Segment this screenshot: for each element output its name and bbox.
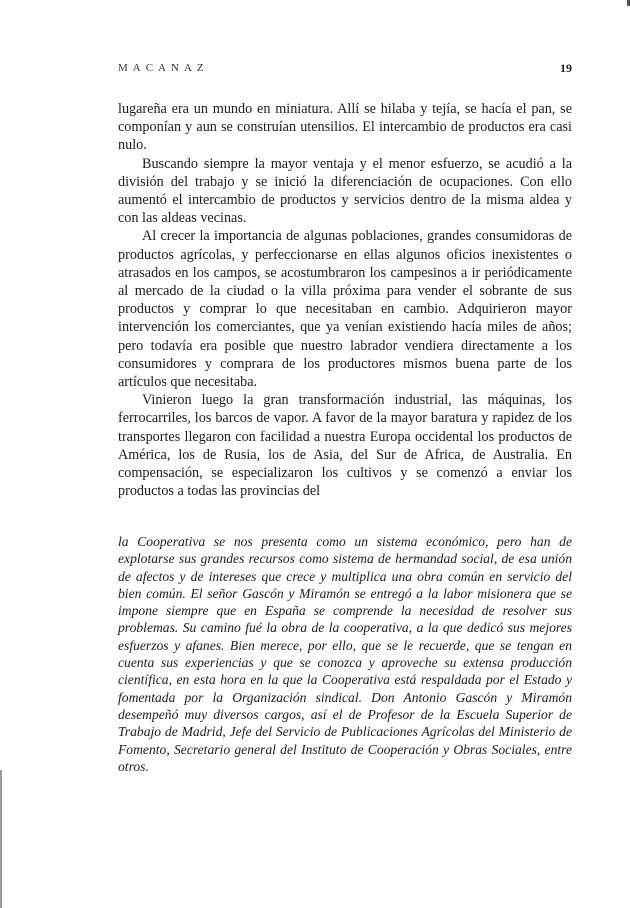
page-header (118, 62, 572, 80)
main-text (118, 100, 572, 500)
paragraph-3: Al crecer la importancia de algunas poblaciones, grandes consumidoras de productos agrícolas, y perfeccionarse en ellas algunos oficios inexistentes o atrasados en los campos, se acostumbraron los campesinos a ir periódicamente al mercado de la ciudad o la villa próxima para vender el sobrante de sus productos y comprar lo que necesitaban en cambio. Adquirieron mayor intervención los comerciantes, que ya venían existiendo hacía miles de años; pero todavía era posible que nuestro labrador vendiera directamente a los consumidores y comprara de los productores mismos buena parte de los artículos que necesitaba. (118, 228, 572, 391)
page-number: 19 (560, 61, 572, 75)
footnote-text: la Cooperativa se nos presenta como un sistema económico, pero han de explotarse sus grandes recursos como sistema de hermandad social, de esa unión de afectos y de intereses que crece y multiplica una obra común en servicio del bien común. El señor Gascón y Miramón se entregó a la labor misionera que se impone siempre que en España se comprende la necesidad de resolver sus problemas. Su camino fué la obra de la cooperativa, a la que dedicó sus mejores esfuerzos y afanes. Bien merece, por ello, que se le recuerde, que se tengan en cuenta sus experiencias y que se conozca y aproveche su extensa producción científica, en esta hora en la que la Cooperativa está respaldada por el Estado y fomentada por la Organización sindical. Don Antonio Gascón y Miramón desempeñó muy diversos cargos, así el de Profesor de la Escuela Superior de Trabajo de Madrid, Jefe del Servicio de Publicaciones Agrícolas del Ministerio de Fomento, Secretario general del Instituto de Cooperación y Obras Sociales, entre otros. (118, 534, 572, 774)
running-head: MACANAZ (118, 62, 209, 74)
paragraph-4: Vinieron luego la gran transformación industrial, las máquinas, los ferrocarriles, los barcos de vapor. A favor de la mayor baratura y rapidez de los transportes llegaron con facilidad a nuestra Europa occidental los productos de América, los de Rusia, los de Asia, del Sur de Africa, de Australia. En compensación, se especializaron los cultivos y se comenzó a enviar los productos a todas las provincias del (118, 392, 572, 500)
paragraph-2: Buscando siempre la mayor ventaja y el menor esfuerzo, se acudió a la división del trabajo y se inició la diferenciación de ocupaciones. Con ello aumentó el intercambio de productos y servicios dentro de la misma aldea y con las aldeas vecinas. (118, 155, 572, 227)
paragraph-1: lugareña era un mundo en miniatura. Allí se hilaba y tejía, se hacía el pan, se componían y aun se construían utensilios. El intercambio de productos era casi nulo. (118, 101, 572, 154)
page-edge-line (0, 770, 2, 908)
footnote (118, 533, 572, 775)
